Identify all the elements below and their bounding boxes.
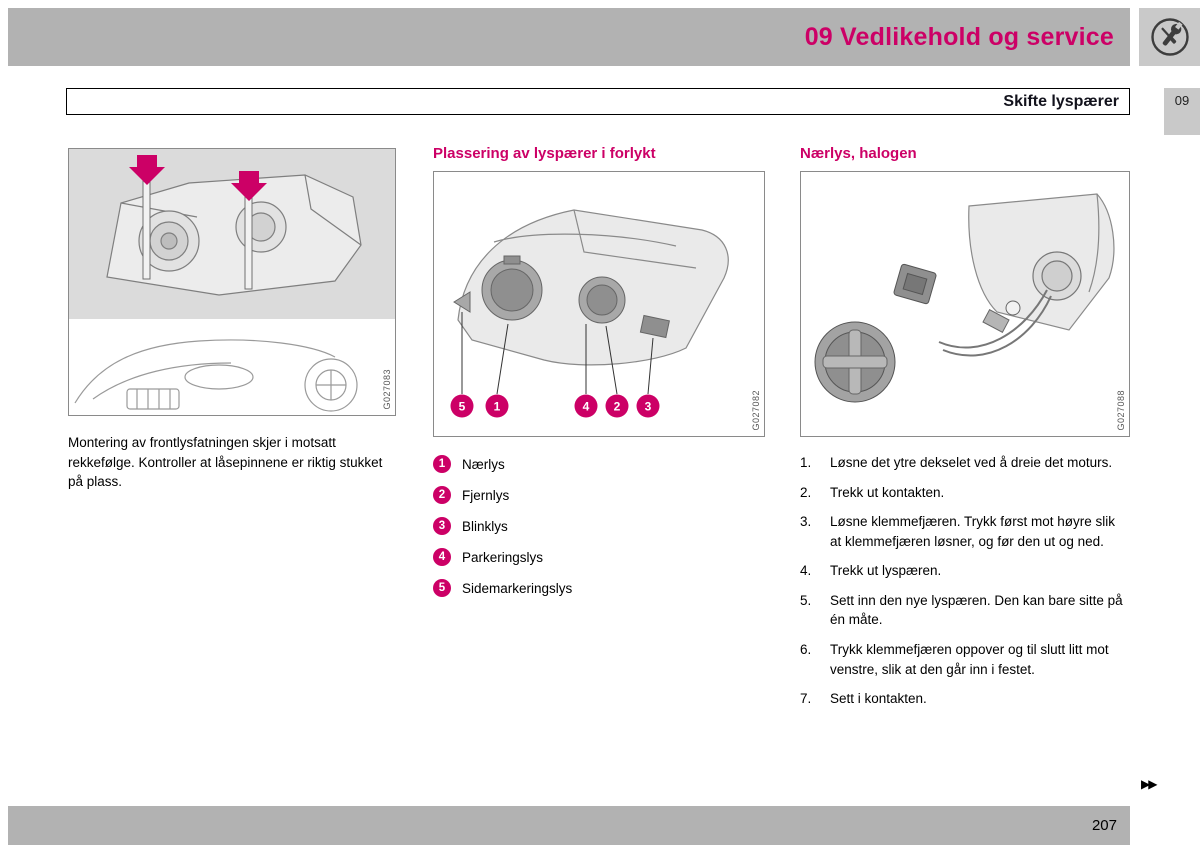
step-text: Trykk klemmefjæren oppover og til slutt litt mot venstre, slik at den går inn i festet.	[830, 641, 1109, 677]
figure-code: G027083	[382, 369, 392, 410]
bulb-locations-heading: Plassering av lyspærer i forlykt	[433, 145, 656, 162]
legend-item	[433, 548, 765, 566]
step-text: Trekk ut kontakten.	[830, 484, 945, 500]
lowbeam-illustration	[801, 172, 1129, 436]
figure-bulb-locations	[433, 171, 765, 437]
legend-label: Fjernlys	[462, 487, 510, 503]
legend-label: Sidemarkeringslys	[462, 580, 573, 596]
step-item	[800, 512, 1130, 551]
replacement-steps	[800, 453, 1130, 709]
callout-4: 4	[582, 399, 590, 414]
legend-item	[433, 579, 765, 597]
legend-label: Blinklys	[462, 518, 508, 534]
step-number: 6.	[800, 641, 812, 657]
legend-item	[433, 486, 765, 504]
step-item	[800, 689, 1130, 709]
step-item	[800, 561, 1130, 581]
column-lowbeam-halogen	[800, 145, 1130, 719]
figure-code: G027082	[751, 390, 761, 431]
legend-item	[433, 517, 765, 535]
column-bulb-locations	[433, 145, 765, 610]
legend-item	[433, 455, 765, 473]
step-text: Trekk ut lyspæren.	[830, 563, 942, 579]
step-number: 5.	[800, 592, 812, 608]
footer-bar	[8, 806, 1130, 845]
step-text: Sett inn den nye lyspæren. Den kan bare sitte på én måte.	[830, 592, 1123, 628]
figure-code: G027088	[1116, 390, 1126, 431]
legend-number-badge: 1	[433, 455, 451, 473]
step-number: 7.	[800, 691, 812, 707]
chapter-title: 09 Vedlikehold og service	[804, 22, 1114, 51]
bulb-locations-illustration	[434, 172, 764, 436]
lowbeam-heading: Nærlys, halogen	[800, 145, 917, 162]
step-text: Sett i kontakten.	[830, 691, 927, 707]
step-item	[800, 453, 1130, 473]
step-number: 3.	[800, 514, 812, 530]
step-item	[800, 591, 1130, 630]
legend-label: Nærlys	[462, 456, 505, 472]
legend-label: Parkeringslys	[462, 549, 544, 565]
page-number: 207	[1091, 817, 1117, 834]
step-item	[800, 640, 1130, 679]
service-tools-icon	[1148, 15, 1192, 59]
page-continuation-marker: ▶▶	[1141, 777, 1156, 791]
step-number: 2.	[800, 484, 812, 500]
step-number: 1.	[800, 455, 812, 470]
bulb-legend	[433, 455, 765, 597]
service-icon-box	[1139, 8, 1200, 66]
mounting-caption: Montering av frontlysfatningen skjer i motsatt rekkefølge. Kontroller at låsepinnene er riktig stukket på plass.	[68, 435, 383, 490]
step-text: Løsne klemmefjæren. Trykk først mot høyre slik at klemmefjæren løsner, og før den ut og ned.	[830, 514, 1116, 549]
headlight-mounting-illustration	[69, 149, 395, 415]
column-mounting	[68, 148, 396, 505]
legend-number-badge: 2	[433, 486, 451, 504]
legend-number-badge: 3	[433, 517, 451, 535]
chapter-tab: 09	[1164, 88, 1200, 135]
step-text: Løsne det ytre dekselet ved å dreie det moturs.	[830, 455, 1113, 470]
legend-number-badge: 4	[433, 548, 451, 566]
figure-lowbeam-replacement	[800, 171, 1130, 437]
callout-3: 3	[644, 399, 652, 414]
step-item	[800, 483, 1130, 503]
section-title-box	[66, 88, 1130, 115]
section-title: Skifte lyspærer	[1003, 92, 1119, 110]
callout-2: 2	[613, 399, 621, 414]
figure-headlight-mounting	[68, 148, 396, 416]
callout-5: 5	[458, 399, 466, 414]
legend-number-badge: 5	[433, 579, 451, 597]
chapter-header-bar	[8, 8, 1130, 66]
step-number: 4.	[800, 563, 812, 579]
callout-1: 1	[493, 399, 501, 414]
